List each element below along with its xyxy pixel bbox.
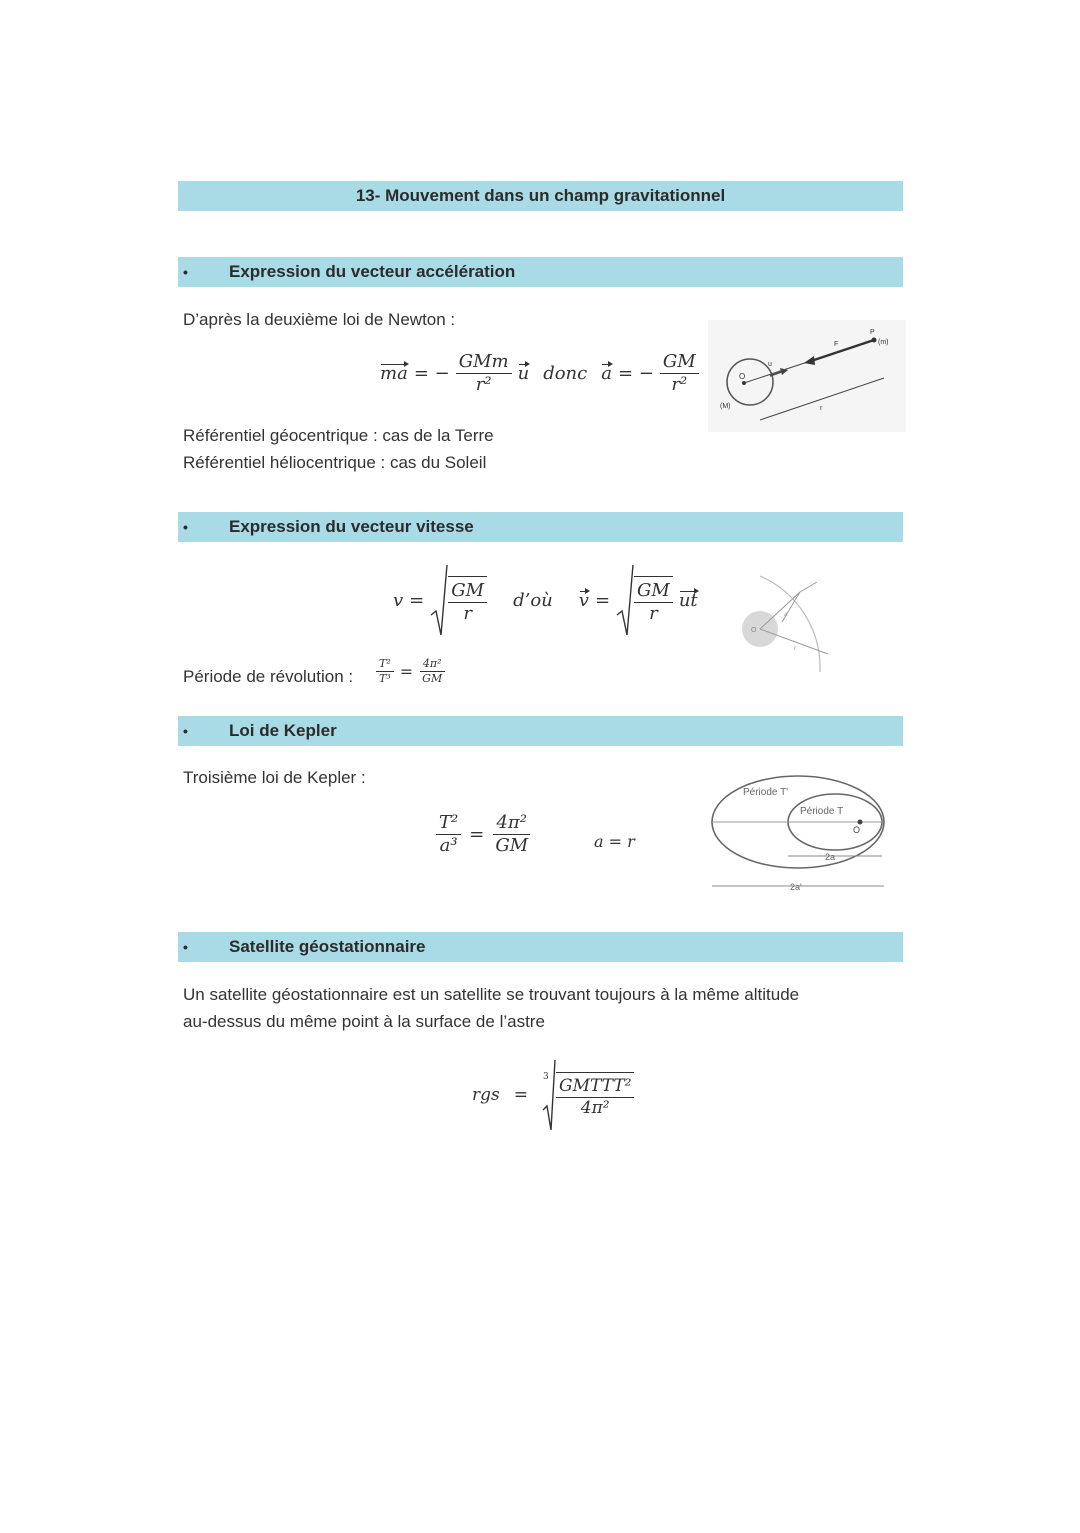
fraction-t2-a3 (436, 813, 461, 856)
denominator: r² (475, 373, 492, 395)
v-symbol: v (393, 589, 404, 611)
vitesse-equation (393, 563, 698, 637)
root-index: 3 (542, 1072, 549, 1082)
label-periode-outer: Période T' (743, 787, 789, 798)
kepler-orbits-figure (708, 770, 892, 896)
label-periode-inner: Période T (800, 806, 844, 817)
equals: = (399, 661, 414, 681)
u-vector: u (517, 363, 530, 385)
section-header-kepler (178, 716, 903, 746)
label-2a: 2a (825, 852, 836, 862)
label-r: r (820, 405, 823, 412)
velocity-arrow (800, 582, 817, 592)
radicand (448, 576, 487, 624)
numerator: GM (660, 352, 699, 374)
section-title: Loi de Kepler (229, 721, 337, 740)
label-2a-prime: 2a' (790, 882, 802, 892)
label-p: P (870, 329, 875, 336)
equals: = (469, 824, 485, 846)
kepler-intro: Troisième loi de Kepler : (183, 768, 366, 787)
label-u: u (768, 361, 772, 368)
dou-word: d’où (513, 589, 553, 611)
numerator: GM (448, 581, 487, 603)
geo-description-line2: au-dessus du même point à la surface de l’astre (183, 1012, 545, 1031)
sqrt-icon (430, 563, 448, 637)
sqrt-gm-r-2 (616, 563, 673, 637)
label-mass-m: (M) (720, 403, 731, 410)
section-header-vitesse (178, 512, 903, 542)
denominator: r² (671, 373, 688, 395)
equals-2: = (594, 589, 611, 611)
label-f: F (834, 341, 839, 348)
geo-description-line1: Un satellite géostationnaire est un satellite se trouvant toujours à la même altitude (183, 985, 800, 1004)
denominator: r (463, 602, 472, 624)
denominator: 4π² (580, 1097, 610, 1118)
a-vector: a (601, 363, 612, 385)
numerator: 4π² (493, 813, 530, 835)
rgs-symbol: rgs (472, 1085, 500, 1105)
section-header-acceleration (178, 257, 903, 287)
bullet-icon: • (183, 519, 188, 535)
fraction-4pi2-gm (419, 658, 445, 685)
section-header-geostationnaire (178, 932, 903, 962)
kepler-equation (436, 813, 531, 856)
gravitation-force-figure (708, 320, 906, 432)
denominator: r (649, 602, 658, 624)
radicand (556, 1072, 634, 1118)
sqrt-gm-r (430, 563, 487, 637)
numerator: T² (376, 658, 394, 672)
label-r: r (794, 646, 796, 652)
equals: = (409, 589, 425, 611)
fraction-4pi2-gm (492, 813, 531, 856)
radicand (634, 576, 673, 624)
equals-minus-2: = − (617, 363, 654, 385)
sqrt-icon (616, 563, 634, 637)
fraction-gmm-r2 (456, 352, 512, 395)
cube-root (542, 1058, 634, 1132)
document-title: 13- Mouvement dans un champ gravitationnel (178, 181, 903, 211)
acceleration-intro: D’après la deuxième loi de Newton : (183, 310, 456, 329)
label-o: O (853, 825, 861, 835)
ut-vector: ut (678, 589, 698, 611)
v-vector: v (578, 589, 589, 611)
acceleration-equation (380, 352, 699, 395)
fraction-t2-t3 (376, 658, 394, 685)
bullet-icon: • (183, 723, 188, 739)
bullet-icon: • (183, 264, 188, 280)
label-o: O (751, 627, 757, 634)
section-title: Satellite géostationnaire (229, 937, 426, 956)
periode-equation (376, 658, 445, 685)
section-title: Expression du vecteur accélération (229, 262, 516, 281)
donc-word: donc (543, 363, 588, 385)
numerator: T² (436, 813, 461, 835)
sqrt-icon (542, 1058, 556, 1132)
referentiel-geocentrique: Référentiel géocentrique : cas de la Terre (183, 426, 494, 445)
periode-label: Période de révolution : (183, 667, 354, 686)
figure-background (708, 320, 906, 432)
fraction-gm-r2 (660, 352, 699, 395)
ma-vector: ma (380, 363, 408, 385)
focus-point (858, 820, 863, 825)
numerator: GMm (456, 352, 512, 374)
a-equals-r: a = r (594, 832, 635, 851)
label-m: (m) (878, 339, 889, 346)
radius-to-satellite (760, 592, 800, 629)
label-o: O (739, 372, 746, 381)
numerator: GM (634, 581, 673, 603)
orbit-velocity-figure (720, 572, 900, 677)
equals: = (513, 1085, 528, 1105)
referentiel-heliocentrique: Référentiel héliocentrique : cas du Soleil (183, 453, 487, 472)
numerator: 4π² (420, 658, 445, 672)
denominator: GM (422, 671, 443, 685)
equals-minus: = − (413, 363, 450, 385)
denominator: GM (495, 834, 529, 856)
geo-radius-equation (472, 1058, 634, 1132)
point-p (872, 338, 877, 343)
denominator: a³ (439, 834, 458, 856)
label-a: a (784, 612, 788, 618)
bullet-icon: • (183, 939, 188, 955)
numerator: GMTTT² (556, 1077, 634, 1098)
section-title: Expression du vecteur vitesse (229, 517, 474, 536)
denominator: T³ (379, 671, 391, 685)
